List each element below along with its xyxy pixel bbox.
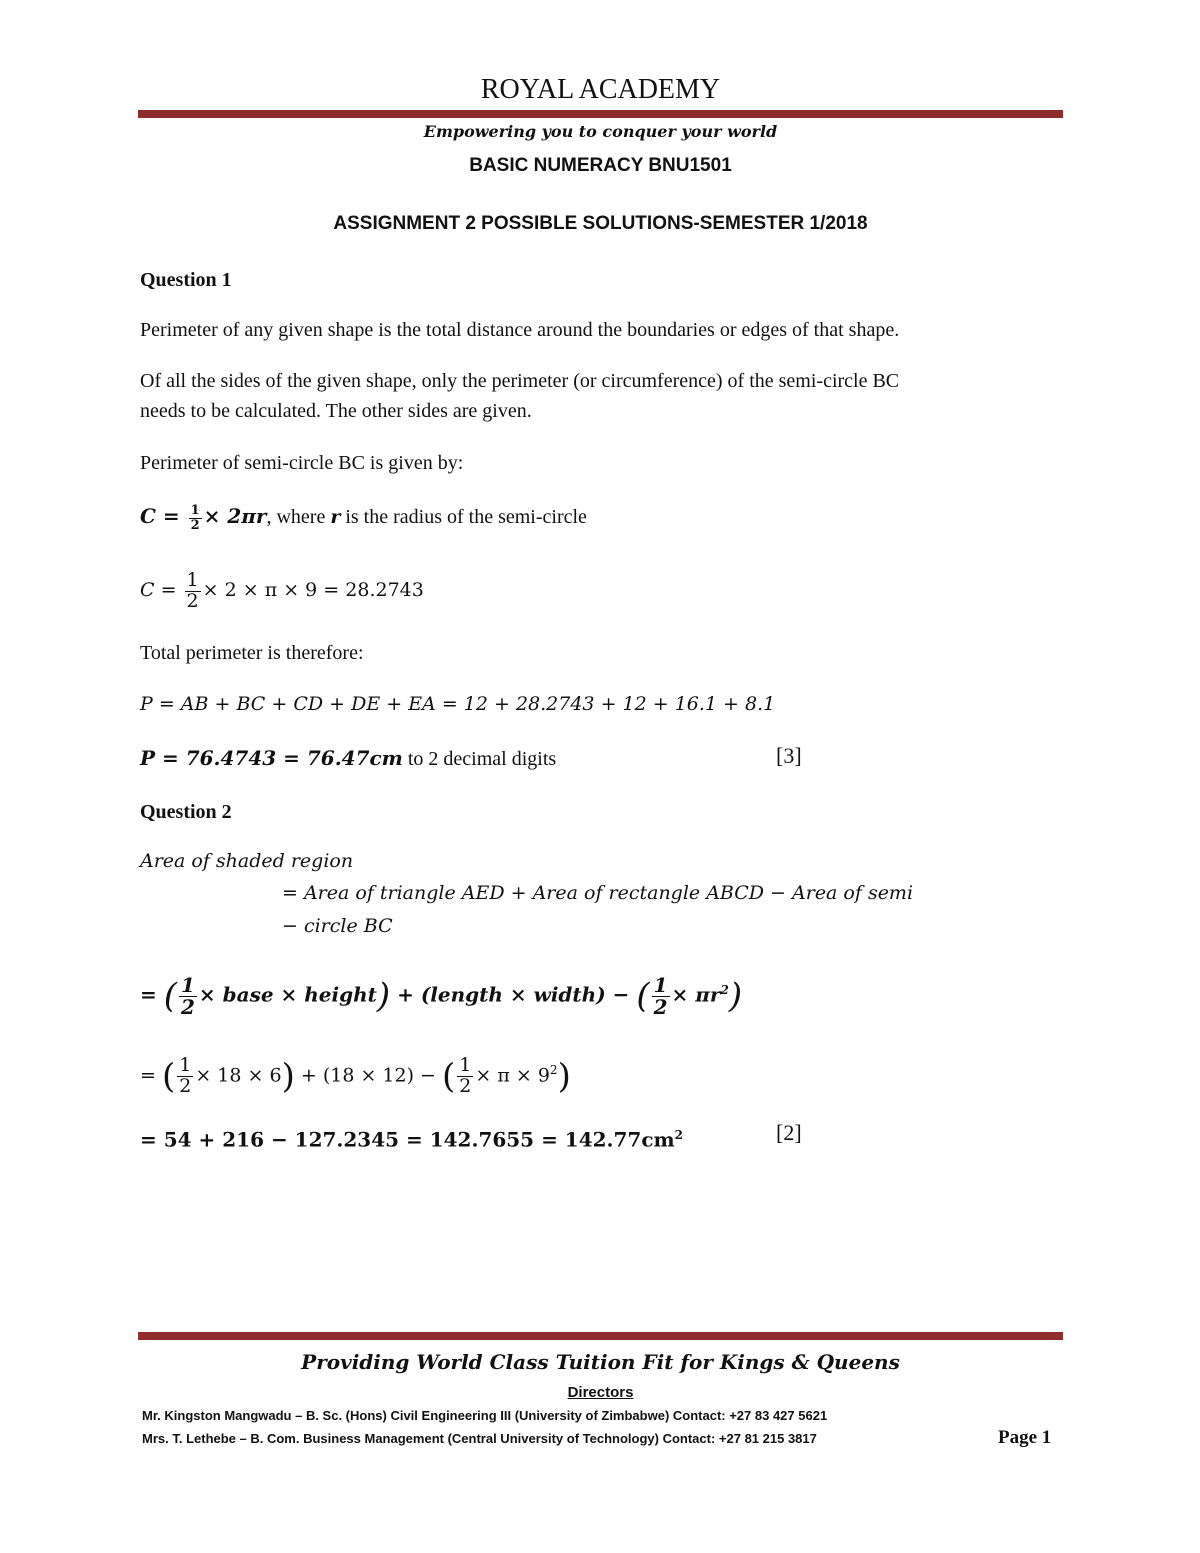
directors-label: Directors [567, 1384, 634, 1401]
q1-formula: C = $\frac{1}{2}$ × 2πr, where r is the radius of the semi-circle [140, 503, 587, 533]
footer-rule [138, 1332, 1063, 1340]
q1-paragraph-1: Perimeter of any given shape is the total distance around the boundaries or edges of that shape. [140, 319, 900, 341]
header-rule [138, 110, 1063, 118]
director-1: Mr. Kingston Mangwadu – B. Sc. (Hons) Civil Engineering III (University of Zimbabwe) Contact: +27 83 427 5621 [142, 1408, 828, 1423]
q2-equation-1: = ( $\frac{1}{2}$ × base × height) + (length × width) − ( $\frac{1}{2}$ × $\pi r^2$) [140, 972, 743, 1019]
question-2-heading: Question 2 [140, 801, 232, 823]
q1-calculation: C = $\frac{1}{2}$ × 2 × π × 9 = 28.2743 [140, 568, 424, 612]
q1-paragraph-2: Of all the sides of the given shape, only the perimeter (or circumference) of the semi-circle BC [140, 370, 900, 392]
footer-motto: Providing World Class Tuition Fit for Kings & Queens [301, 1350, 900, 1374]
course-title: BASIC NUMERACY BNU1501 [469, 155, 732, 176]
q1-paragraph-3: Perimeter of semi-circle BC is given by: [140, 452, 464, 474]
q1-total-label: Total perimeter is therefore: [140, 642, 364, 664]
institution-name: ROYAL ACADEMY [480, 74, 721, 105]
question-1-heading: Question 1 [140, 269, 232, 291]
director-2: Mrs. T. Lethebe – B. Com. Business Management (Central University of Technology) Contact: +27 81 215 3817 [142, 1431, 817, 1446]
q1-answer: P = 76.4743 = 76.47cm to 2 decimal digits [140, 746, 557, 770]
q2-equation-2: = ( $\frac{1}{2}$ × 18 × 6) + (18 × 12) − ( $\frac{1}{2}$ × $\pi \times 9^2$) [140, 1053, 571, 1097]
q2-mark: [2] [776, 1120, 802, 1145]
page-number: Page 1 [998, 1427, 1052, 1448]
q1-total-equation: P = AB + BC + CD + DE + EA = 12 + 28.2743 + 12 + 16.1 + 8.1 [140, 693, 776, 715]
q2-line-2: = Area of triangle AED + Area of rectangle ABCD − Area of semi [282, 882, 914, 904]
tagline: Empowering you to conquer your world [423, 122, 778, 141]
q2-answer: = $54 + 216 - 127.2345 = 142.7655 = 142.77cm^2$ [140, 1127, 684, 1152]
q2-line-1: Area of shaded region [140, 850, 354, 872]
q1-mark: [3] [776, 743, 802, 768]
q1-paragraph-2b: needs to be calculated. The other sides are given. [140, 400, 532, 422]
q2-line-3: − circle BC [282, 915, 393, 937]
assignment-title: ASSIGNMENT 2 POSSIBLE SOLUTIONS-SEMESTER 1/2018 [333, 213, 868, 234]
